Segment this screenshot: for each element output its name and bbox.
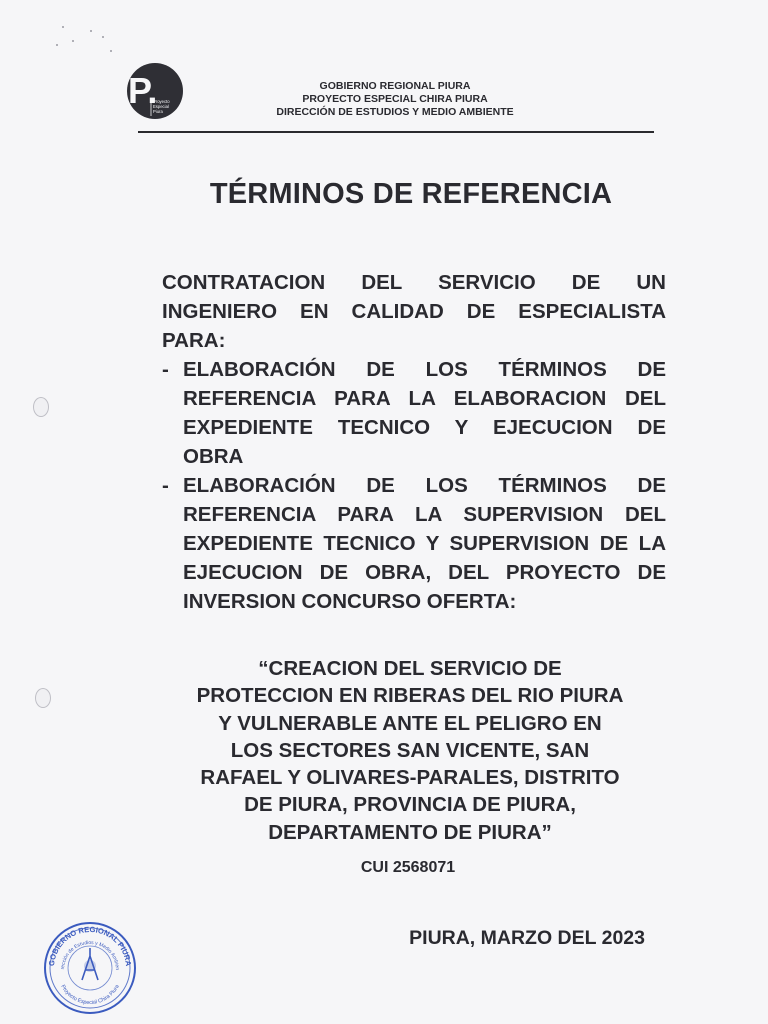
seal-top-text: GOBIERNO REGIONAL PIURA	[46, 924, 134, 967]
bullet-1-line-4: OBRA	[183, 445, 244, 468]
cui-code: CUI 2568071	[360, 859, 456, 876]
bullet-2-line-1: ELABORACIÓN DE LOS TÉRMINOS DE	[183, 474, 666, 497]
service-description	[162, 268, 666, 355]
letterhead-divider	[138, 131, 654, 133]
seal-inner-text: rección de Estudios y Medio Ambien	[59, 939, 121, 971]
scan-speck	[62, 26, 64, 28]
letterhead-line-1: GOBIERNO REGIONAL PIURA	[319, 80, 471, 92]
bullet-2-line-4: EJECUCION DE OBRA, DEL PROYECTO DE	[183, 561, 666, 584]
scope-bullet-2	[162, 471, 666, 616]
institution-logo	[126, 62, 186, 120]
project-title-line-5: RAFAEL Y OLIVARES-PARALES, DISTRITO	[200, 766, 620, 790]
document-title: TÉRMINOS DE REFERENCIA	[209, 178, 613, 210]
logo-letter: P.	[128, 70, 158, 111]
project-title-line-6: DE PIURA, PROVINCIA DE PIURA,	[244, 793, 576, 817]
logo-text-1: Proyecto	[153, 99, 170, 104]
letterhead-line-3: DIRECCIÓN DE ESTUDIOS Y MEDIO AMBIENTE	[276, 106, 514, 118]
bullet-dash: -	[162, 474, 169, 497]
svg-text:Proyecto Especial Chira Piura	[59, 984, 120, 1006]
intro-line-1: CONTRATACION DEL SERVICIO DE UN	[162, 271, 666, 294]
bullet-1-line-3: EXPEDIENTE TECNICO Y EJECUCION DE	[183, 416, 666, 439]
bullet-2-line-2: REFERENCIA PARA LA SUPERVISION DEL	[183, 503, 666, 526]
punch-hole	[33, 397, 49, 417]
scan-speck	[110, 50, 112, 52]
scan-speck	[72, 40, 74, 42]
scan-speck	[102, 36, 104, 38]
seal-bottom-text: Proyecto Especial Chira Piura	[59, 983, 121, 1007]
bullet-dash: -	[162, 358, 169, 381]
bullet-2-line-3: EXPEDIENTE TECNICO Y SUPERVISION DE LA	[183, 532, 666, 555]
intro-line-2: INGENIERO EN CALIDAD DE ESPECIALISTA	[162, 300, 666, 323]
project-title-line-1: “CREACION DEL SERVICIO DE	[258, 657, 562, 680]
letterhead	[250, 80, 540, 119]
project-title	[150, 655, 670, 846]
logo-text-3: Piura	[153, 109, 163, 114]
letterhead-line-2: PROYECTO ESPECIAL CHIRA PIURA	[302, 93, 488, 105]
bullet-1-line-2: REFERENCIA PARA LA ELABORACION DEL	[183, 387, 666, 410]
scope-bullet-1	[162, 355, 666, 471]
scan-speck	[56, 44, 58, 46]
logo-text-2: Especial	[153, 104, 169, 109]
project-title-line-7: DEPARTAMENTO DE PIURA”	[268, 820, 552, 844]
official-seal-stamp	[42, 920, 138, 1016]
bullet-2-line-5: INVERSION CONCURSO OFERTA:	[183, 590, 517, 613]
project-title-line-3: Y VULNERABLE ANTE EL PELIGRO EN	[218, 711, 602, 735]
project-title-line-2: PROTECCION EN RIBERAS DEL RIO PIURA	[196, 684, 624, 708]
place-and-date: PIURA, MARZO DEL 2023	[409, 927, 645, 949]
punch-hole	[35, 688, 51, 708]
bullet-1-line-1: ELABORACIÓN DE LOS TÉRMINOS DE	[183, 358, 666, 381]
intro-line-3: PARA:	[162, 329, 226, 352]
project-title-line-4: LOS SECTORES SAN VICENTE, SAN	[230, 738, 590, 762]
scan-speck	[90, 30, 92, 32]
